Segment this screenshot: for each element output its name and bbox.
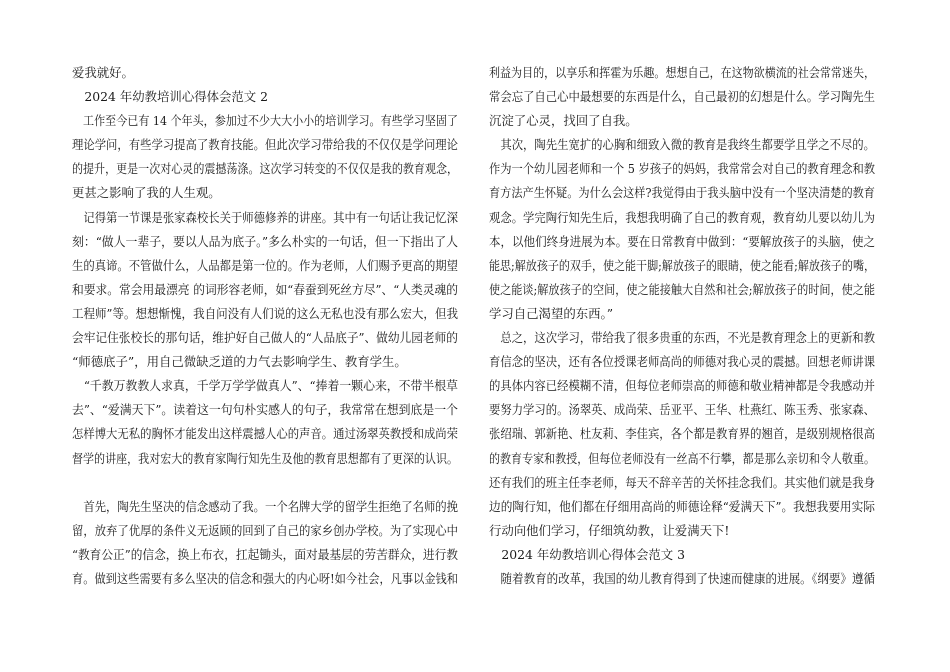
left-text-line: 更甚之影响了我的人生观。 xyxy=(72,185,221,201)
right-text-line: 育方法产生怀疑。为什么会这样?我觉得由于我头脑中没有一个坚决清楚的教育 xyxy=(489,185,875,201)
right-text-line: 2024 年幼教培训心得体会范文 3 xyxy=(489,546,685,562)
right-text-line: 沉淀了心灵，找回了自我。 xyxy=(489,113,638,129)
right-text-line: 本，以他们终身进展为本。要在日常教育中做到：“要解放孩子的头脑，使之 xyxy=(489,233,875,249)
right-text-line: 利益为目的，以享乐和挥霍为乐趣。想想自己，在这物欲横流的社会常常迷失， xyxy=(489,65,875,80)
right-text-line: 随着教育的改革，我国的幼儿教育得到了快速而健康的进展。《纲要》遵循 xyxy=(489,570,875,586)
left-text-line: 工程师”等。想想惭愧，我自问没有人们说的这么无私也没有那么宏大，但我 xyxy=(72,305,458,321)
left-text-line: 督学的讲座，我对宏大的教育家陶行知先生及他的教育思想都有了更深的认识。 xyxy=(72,450,458,466)
right-text-line: 要努力学习的。汤翠英、成尚荣、岳亚平、王华、杜燕红、陈玉秀、张家森、 xyxy=(489,402,875,418)
right-text-line: 边的陶行知，他们都在仔细用高尚的师德诠释“爱满天下”。我想我要用实际 xyxy=(489,498,875,514)
left-text-line: “师德底子”，用自己微缺乏道的力气去影响学生、教育学生。 xyxy=(72,354,407,370)
left-text-line: 工作至今已有 14 个年头，参加过不少大大小小的培训学习。有些学习坚固了 xyxy=(72,113,458,129)
right-text-line: 作为一个幼儿园老师和一个 5 岁孩子的妈妈，我常常会对自己的教育理念和教 xyxy=(489,161,875,177)
right-text-line: 张绍瑞、郭新艳、杜友莉、李佳宾，各个都是教育界的翘首，是级别规格很高 xyxy=(489,426,875,442)
right-text-line: 总之，这次学习，带给我了很多贵重的东西，不光是教育理念上的更新和教 xyxy=(489,330,875,346)
left-text-line: 育。做到这些需要有多么坚决的信念和强大的内心呀!如今社会，凡事以金钱和 xyxy=(72,570,458,586)
right-text-line: 还有我们的班主任李老师，每天不辞辛苦的关怀挂念我们。其实他们就是我身 xyxy=(489,474,875,490)
left-text-line: 首先，陶先生坚决的信念感动了我。一个名牌大学的留学生拒绝了名师的挽 xyxy=(72,498,458,514)
right-text-line: 行动向他们学习，仔细筑幼教，让爱满天下! xyxy=(489,522,730,538)
left-text-line: 留，放弃了优厚的条件义无返顾的回到了自己的家乡创办学校。为了实现心中 xyxy=(72,522,458,538)
left-text-line: 刻：“做人一辈子，要以人品为底子。”多么朴实的一句话，但一下指出了人 xyxy=(72,233,458,249)
left-text-line xyxy=(72,471,458,495)
right-text-line: 观念。学完陶行知先生后，我想我明确了自己的教育观，教育幼儿要以幼儿为 xyxy=(489,209,875,225)
left-text-line: 记得第一节课是张家森校长关于师德修养的讲座。其中有一句话让我记忆深 xyxy=(72,209,458,225)
left-text-column xyxy=(72,61,458,591)
left-text-line: 2024 年幼教培训心得体会范文 2 xyxy=(72,89,268,105)
left-text-line: “教育公正”的信念，换上布衣，扛起锄头，面对最基层的劳苦群众，进行教 xyxy=(72,546,458,562)
right-text-line: 常会忘了自己心中最想要的东西是什么，自己最初的幻想是什么。学习陶先生 xyxy=(489,89,875,105)
right-text-line: 使之能谈;解放孩子的空间，使之能接触大自然和社会;解放孩子的时间，使之能 xyxy=(489,281,875,297)
right-text-line: 的教育专家和教授，但每位老师没有一丝高不行攀，都是那么亲切和令人敬重。 xyxy=(489,450,875,466)
left-text-line: “千教万教教人求真，千学万学学做真人”、“捧着一颗心来，不带半根草 xyxy=(72,378,458,394)
left-text-line: 生的真谛。不管做什么，人品都是第一位的。作为老师，人们赐予更高的期望 xyxy=(72,257,458,273)
left-text-line: 的提升，更是一次对心灵的震撼荡涤。这次学习转变的不仅仅是我的教育观念， xyxy=(72,161,458,177)
left-text-line: 怎样博大无私的胸怀才能发出这样震撼人心的声音。通过汤翠英教授和成尚荣 xyxy=(72,426,458,442)
right-text-line: 的具体内容已经模糊不清，但每位老师崇高的师德和敬业精神都是令我感动并 xyxy=(489,378,875,394)
left-text-line: 去”、“爱满天下”。读着这一句句朴实感人的句子，我常常在想到底是一个 xyxy=(72,402,458,418)
left-text-line: 理论学问，有些学习提高了教育技能。但此次学习带给我的不仅仅是学问理论 xyxy=(72,137,458,153)
right-text-line: 学习自己渴望的东西。” xyxy=(489,305,614,321)
left-text-line: 爱我就好。 xyxy=(72,65,134,80)
left-text-line: 和要求。常会用最漂亮 的词形容老师，如“春蚕到死丝方尽”、“人类灵魂的 xyxy=(72,281,458,297)
right-text-column xyxy=(489,61,875,591)
right-text-line: 育信念的坚决，还有各位授课老师高尚的师德对我心灵的震撼。回想老师讲课 xyxy=(489,354,875,370)
right-text-line: 其次，陶先生宽扩的心胸和细致入微的教育是我终生都要学且学之不尽的。 xyxy=(489,137,875,153)
right-text-line: 能思;解放孩子的双手，使之能干脚;解放孩子的眼睛，使之能看;解放孩子的嘴， xyxy=(489,257,875,273)
left-text-line: 会牢记住张校长的那句话，维护好自己做人的“人品底子”、做幼儿园老师的 xyxy=(72,330,458,346)
